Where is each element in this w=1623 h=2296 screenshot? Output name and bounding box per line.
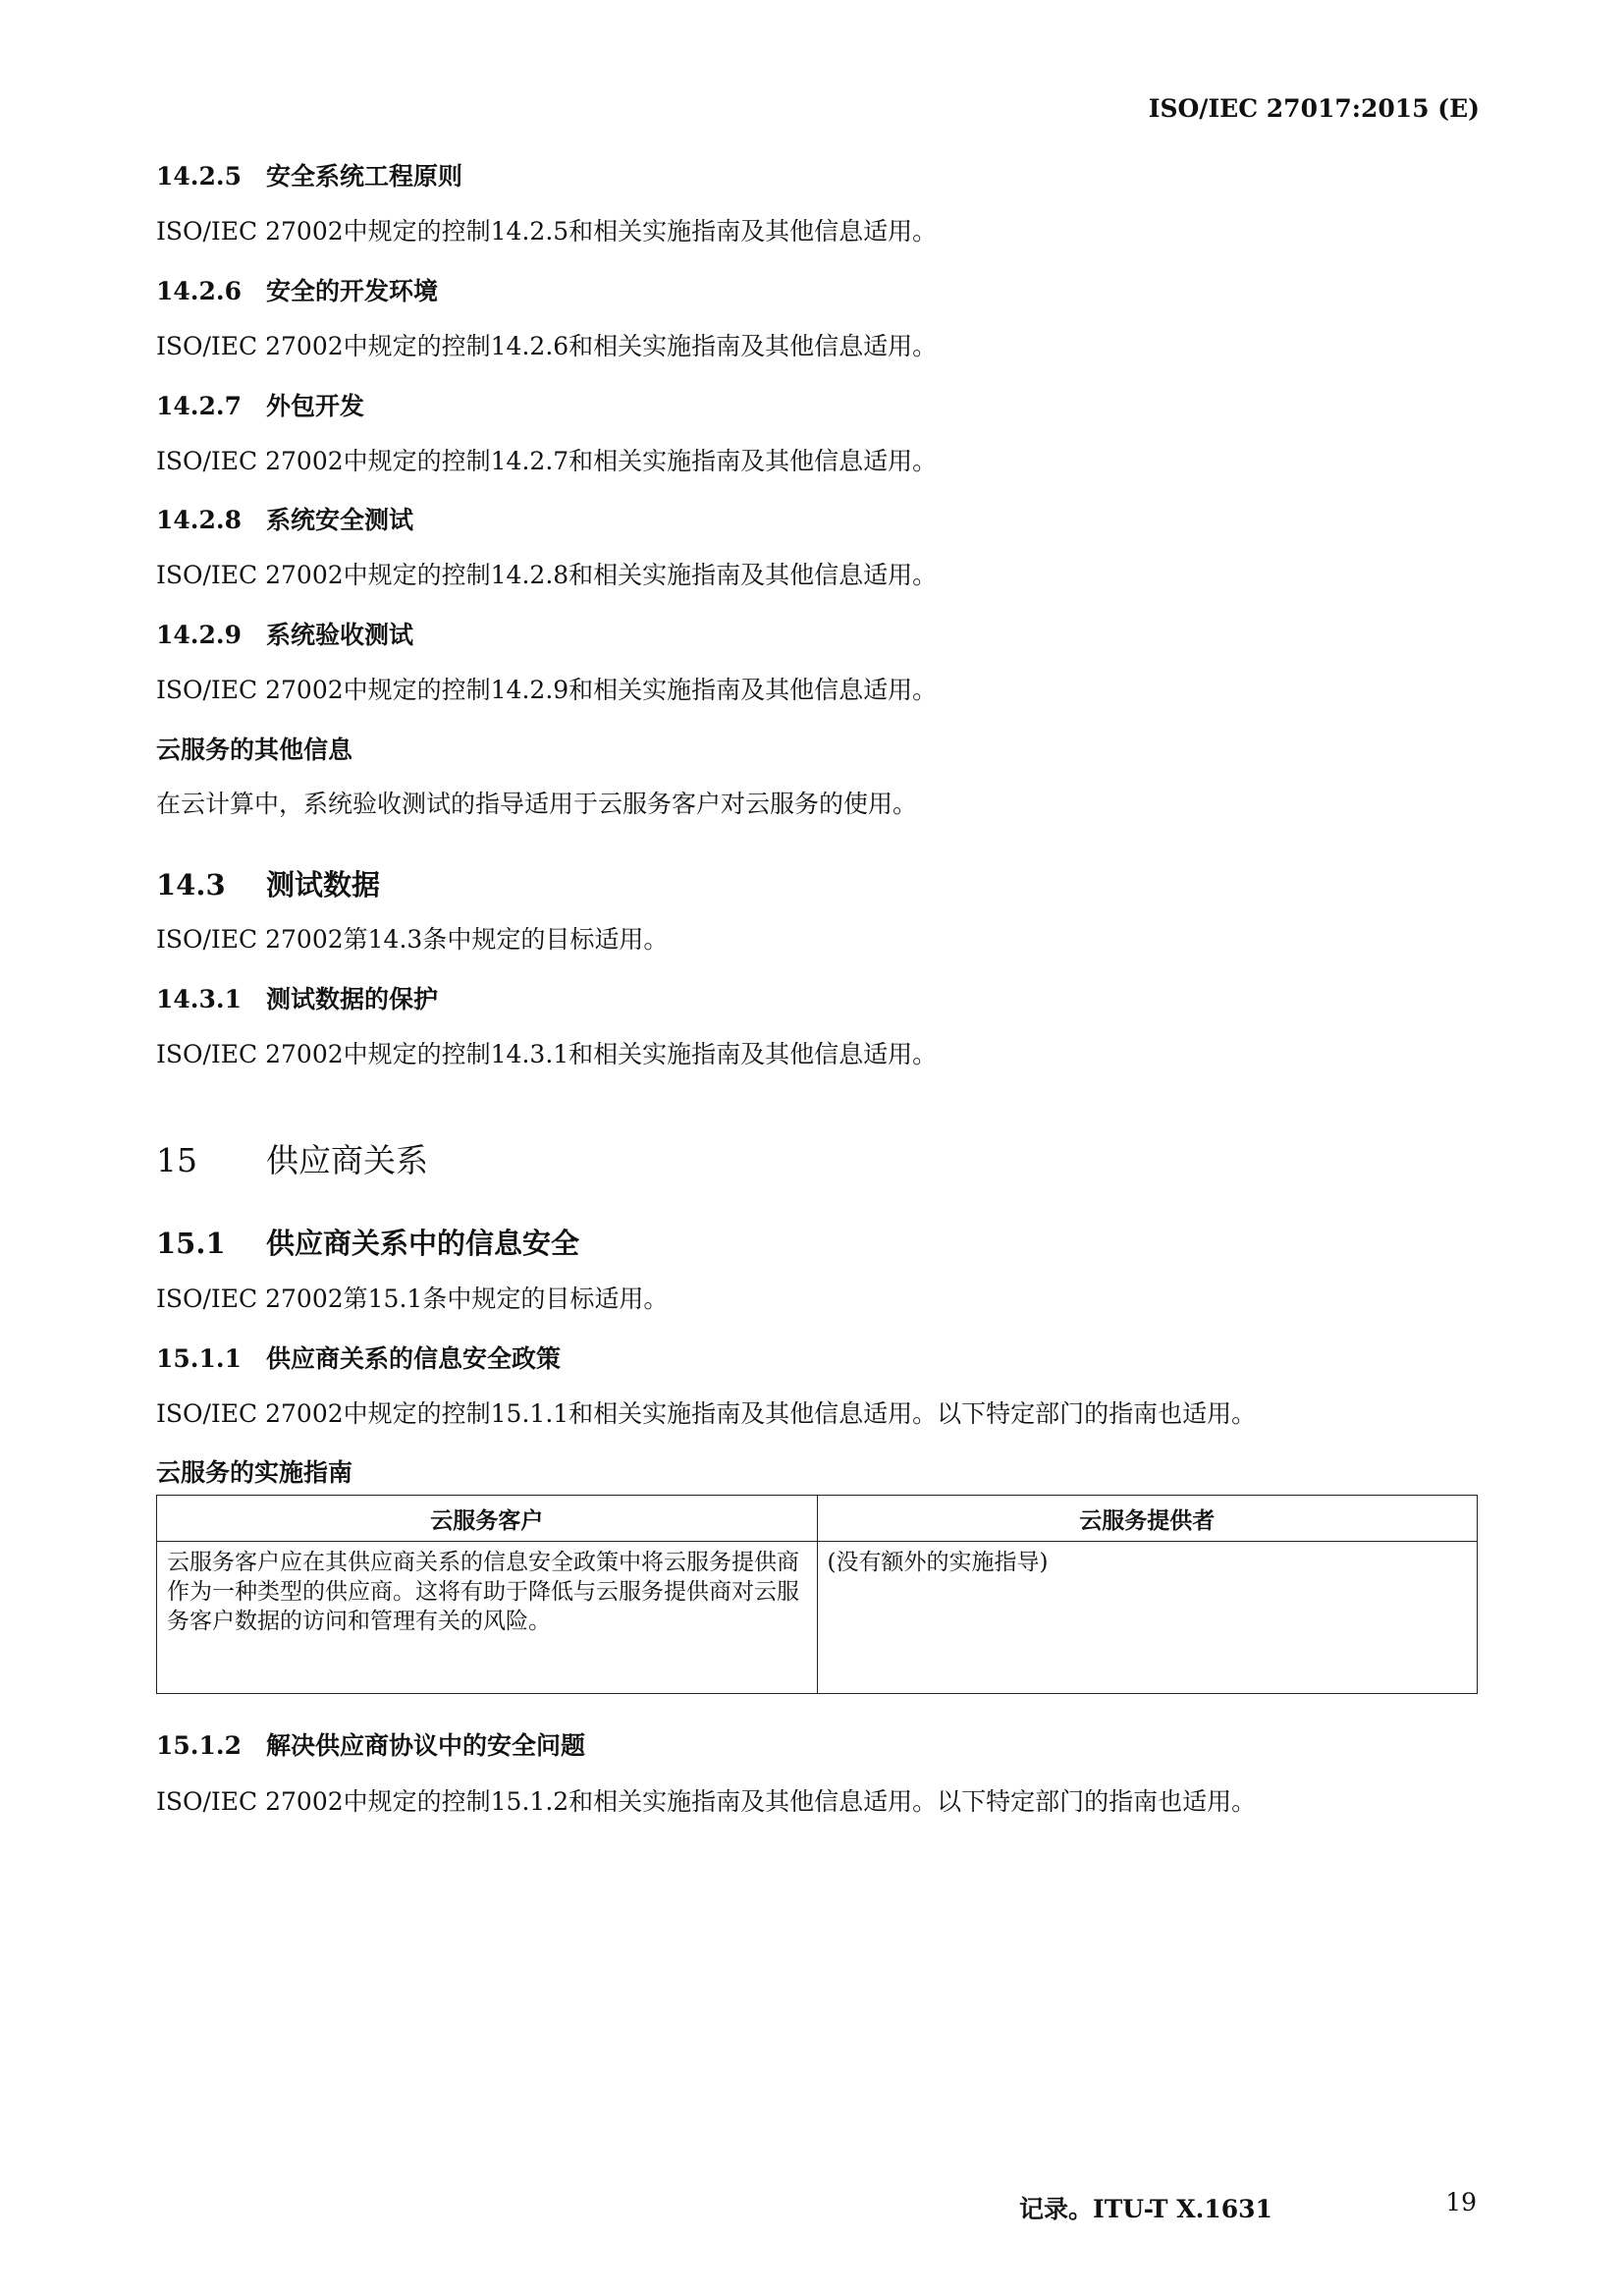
paragraph-14-2-7: ISO/IEC 27002中规定的控制14.2.7和相关实施指南及其他信息适用。 (156, 447, 938, 475)
paragraph-14-2-5: ISO/IEC 27002中规定的控制14.2.5和相关实施指南及其他信息适用。 (156, 217, 938, 246)
heading-title: 安全系统工程原则 (266, 162, 463, 191)
heading-number: 15.1.1 (156, 1344, 242, 1373)
other-info-paragraph: 在云计算中，系统验收测试的指导适用于云服务客户对云服务的使用。 (156, 790, 918, 818)
heading-number: 14.2.9 (156, 621, 242, 649)
heading-14-3-1 (156, 980, 438, 1015)
document-code: ISO/IEC 27017:2015 (E) (1148, 94, 1480, 123)
heading-title: 外包开发 (266, 392, 365, 420)
heading-14-2-8 (156, 501, 413, 536)
guidance-table (156, 1495, 1478, 1694)
heading-title: 供应商关系的信息安全政策 (266, 1344, 562, 1373)
heading-14-2-7 (156, 387, 364, 422)
heading-number: 14.2.6 (156, 277, 242, 305)
heading-15 (156, 1135, 428, 1181)
paragraph-14-3-1: ISO/IEC 27002中规定的控制14.3.1和相关实施指南及其他信息适用。 (156, 1040, 938, 1068)
column-header-customer: 云服务客户 (157, 1496, 818, 1542)
column-header-provider: 云服务提供者 (817, 1496, 1478, 1542)
heading-number: 15.1 (156, 1227, 226, 1260)
heading-14-2-9 (156, 616, 413, 651)
heading-14-2-6 (156, 272, 438, 307)
heading-title: 系统安全测试 (266, 506, 414, 534)
heading-14-3 (156, 863, 380, 903)
paragraph-14-2-8: ISO/IEC 27002中规定的控制14.2.8和相关实施指南及其他信息适用。 (156, 561, 938, 589)
heading-title: 供应商关系中的信息安全 (266, 1227, 580, 1260)
heading-number: 14.2.5 (156, 162, 242, 191)
page-number: 19 (1445, 2188, 1477, 2216)
paragraph-14-3: ISO/IEC 27002第14.3条中规定的目标适用。 (156, 925, 669, 954)
paragraph-15-1-2: ISO/IEC 27002中规定的控制15.1.2和相关实施指南及其他信息适用。以下特定部门的指南也适用。 (156, 1787, 1257, 1816)
heading-15-1-2 (156, 1726, 585, 1762)
heading-14-2-5 (156, 157, 462, 192)
heading-15-1-1 (156, 1339, 561, 1375)
guidance-heading: 云服务的实施指南 (156, 1458, 353, 1487)
table-row (157, 1542, 1478, 1694)
heading-number: 14.2.7 (156, 392, 242, 420)
paragraph-15-1-1: ISO/IEC 27002中规定的控制15.1.1和相关实施指南及其他信息适用。以下特定部门的指南也适用。 (156, 1399, 1257, 1428)
paragraph-14-2-6: ISO/IEC 27002中规定的控制14.2.6和相关实施指南及其他信息适用。 (156, 332, 938, 360)
footer-reference: 记录。ITU-T X.1631 (1019, 2195, 1272, 2223)
heading-title: 安全的开发环境 (266, 277, 439, 305)
heading-number: 14.2.8 (156, 506, 242, 534)
heading-number: 15.1.2 (156, 1731, 242, 1760)
customer-guidance-cell: 云服务客户应在其供应商关系的信息安全政策中将云服务提供商作为一种类型的供应商。这将有助于降低与云服务提供商对云服务客户数据的访问和管理有关的风险。 (157, 1542, 818, 1694)
other-info-heading: 云服务的其他信息 (156, 736, 353, 764)
paragraph-14-2-9: ISO/IEC 27002中规定的控制14.2.9和相关实施指南及其他信息适用。 (156, 676, 938, 704)
provider-guidance-cell: (没有额外的实施指导) (817, 1542, 1478, 1694)
paragraph-15-1: ISO/IEC 27002第15.1条中规定的目标适用。 (156, 1285, 669, 1313)
heading-title: 测试数据 (266, 868, 381, 902)
heading-title: 供应商关系 (266, 1141, 428, 1179)
heading-15-1 (156, 1222, 579, 1262)
heading-number: 15 (156, 1141, 197, 1179)
heading-number: 14.3.1 (156, 985, 242, 1013)
heading-title: 解决供应商协议中的安全问题 (266, 1731, 586, 1760)
heading-title: 测试数据的保护 (266, 985, 439, 1013)
heading-title: 系统验收测试 (266, 621, 414, 649)
table-header-row (157, 1496, 1478, 1542)
heading-number: 14.3 (156, 868, 226, 902)
